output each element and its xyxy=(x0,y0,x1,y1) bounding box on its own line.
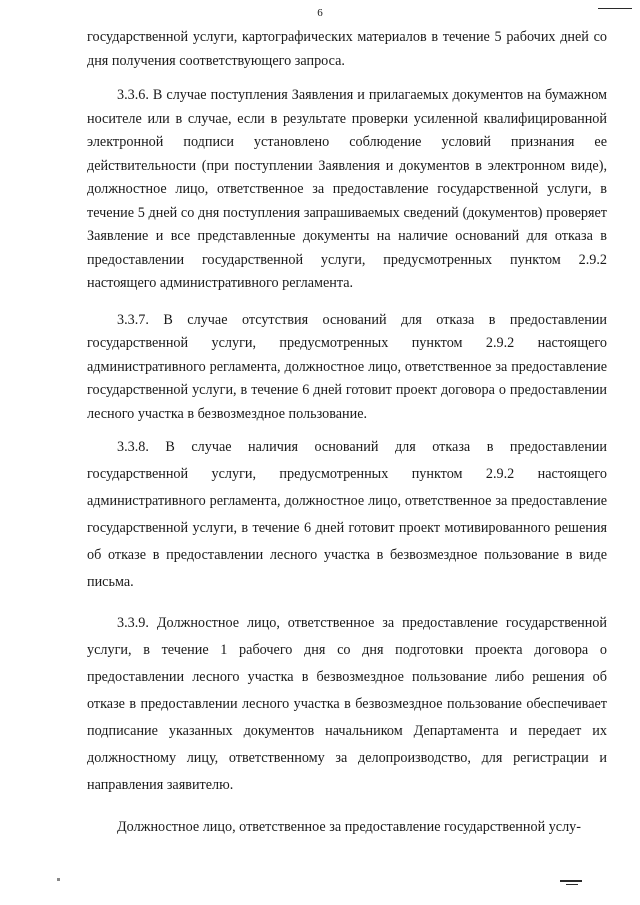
paragraph-3-3-7: 3.3.7. В случае отсутствия оснований для отказа в предоставлении государственной услуги, предусмотренных пунктом 2.9.2 настоящего административного регламента, должностное лицо, ответственное за предоставление государственной услуги, в течение 6 дней готовит проект договора о предоставлении лесного участка в безвозмездное пользование. xyxy=(87,311,607,422)
page-number: 6 xyxy=(317,7,323,19)
paragraph-continuation: государственной услуги, картографических материалов в течение 5 рабочих дней со дня получения соответствующего запроса. xyxy=(87,29,607,69)
document-body xyxy=(87,26,607,840)
scan-artifact-dot xyxy=(57,878,60,881)
paragraph-3-3-6: 3.3.6. В случае поступления Заявления и прилагаемых документов на бумажном носителе или в случае, если в результате проверки усиленной квалифицированной электронной подписи установлено соблюдение условий признания ее действительности (при поступлении Заявления и документов в электронном виде), должностное лицо, ответственное за предоставление государственной услуги, в течение 5 дней со дня поступления запрашиваемых сведений (документов) проверяет Заявление и все представленные документы на наличие оснований для отказа в предоставлении государственной услуги, предусмотренных пунктом 2.9.2 настоящего административного регламента. xyxy=(87,87,607,291)
paragraph-3-3-8: 3.3.8. В случае наличия оснований для отказа в предоставлении государственной услуги, предусмотренных пунктом 2.9.2 настоящего административного регламента, должностное лицо, ответственное за предоставление государственной услуги, в течение 6 дней готовит проект мотивированного решения об отказе в предоставлении лесного участка в безвозмездное пользование в виде письма. xyxy=(87,439,607,590)
scan-artifact-bottom xyxy=(560,880,582,882)
scan-artifact-bottom-2 xyxy=(566,884,578,885)
paragraph-3-3-9: 3.3.9. Должностное лицо, ответственное за предоставление государственной услуги, в течение 1 рабочего дня со дня подготовки проекта договора о предоставлении лесного участка в безвозмездное пользование либо решения об отказе в предоставлении лесного участка в безвозмездное пользование обеспечивает подписание указанных документов начальником Департамента и передает их должностному лицу, ответственному за делопроизводство, для регистрации и направления заявителю. xyxy=(87,615,607,793)
paragraph-trailing: Должностное лицо, ответственное за предоставление государственной услу- xyxy=(117,819,582,835)
